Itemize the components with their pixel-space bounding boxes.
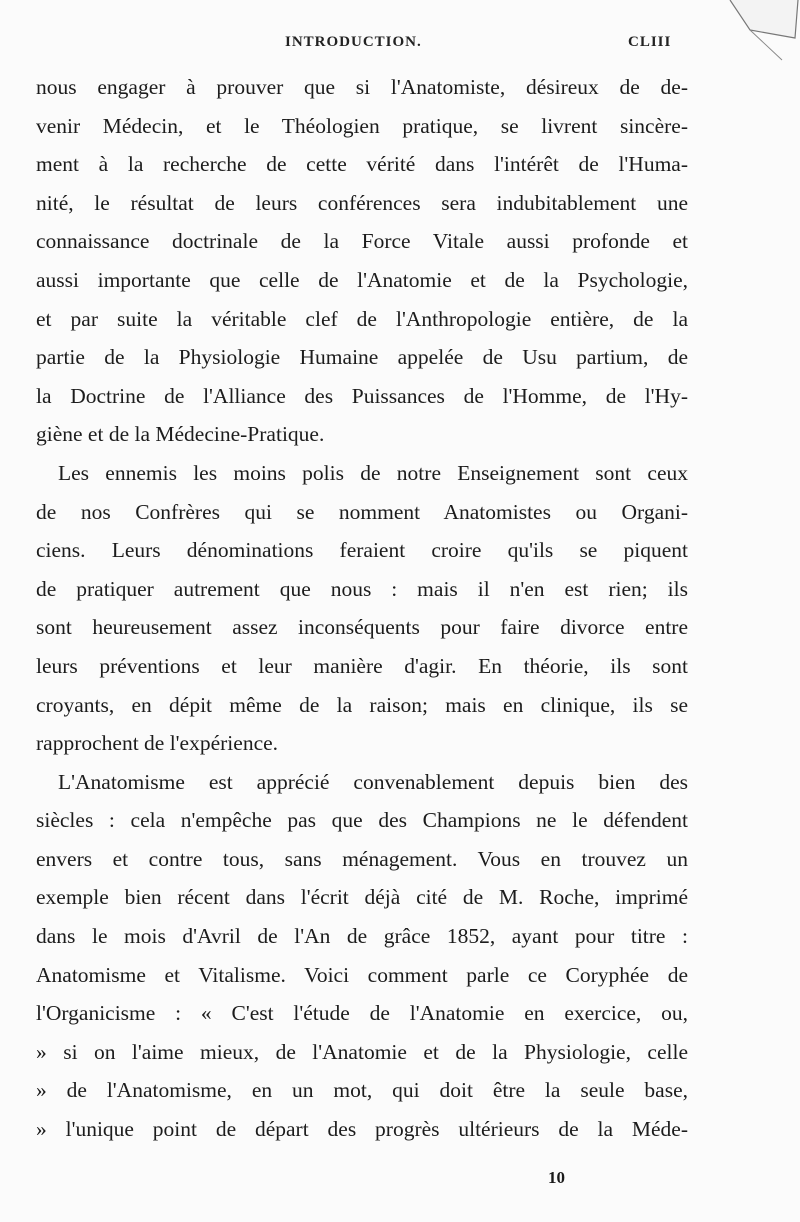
paragraph <box>36 763 688 1149</box>
text-line: siècles : cela n'empêche pas que des Champions ne le défendent <box>36 808 688 833</box>
text-line: leurs préventions et leur manière d'agir. En théorie, ils sont <box>36 653 688 678</box>
text-line: Les ennemis les moins polis de notre Enseignement sont ceux <box>58 460 688 485</box>
text-line: giène et de la Médecine-Pratique. <box>36 422 325 447</box>
text-line: croyants, en dépit même de la raison; mais en clinique, ils se <box>36 692 688 717</box>
paragraph <box>36 68 688 454</box>
text-line: aussi importante que celle de l'Anatomie et de la Psychologie, <box>36 267 688 292</box>
text-line: » l'unique point de départ des progrès ultérieurs de la Méde- <box>36 1117 688 1142</box>
text-line: dans le mois d'Avril de l'An de grâce 1852, ayant pour titre : <box>36 924 688 949</box>
header-title: INTRODUCTION. <box>285 34 422 50</box>
text-line: rapprochent de l'expérience. <box>36 731 279 756</box>
text-line: » si on l'aime mieux, de l'Anatomie et de la Physiologie, celle <box>36 1039 688 1064</box>
text-line: de nos Confrères qui se nomment Anatomistes ou Organi- <box>36 499 688 524</box>
text-line: de pratiquer autrement que nous : mais il n'en est rien; ils <box>36 576 688 601</box>
text-line: connaissance doctrinale de la Force Vitale aussi profonde et <box>36 229 688 254</box>
text-line: nous engager à prouver que si l'Anatomiste, désireux de de- <box>36 75 688 99</box>
text-line: » de l'Anatomisme, en un mot, qui doit être la seule base, <box>36 1078 688 1103</box>
text-line: exemple bien récent dans l'écrit déjà cité de M. Roche, imprimé <box>36 885 688 910</box>
text-line: l'Organicisme : « C'est l'étude de l'Anatomie en exercice, ou, <box>36 1001 688 1026</box>
text-line: sont heureusement assez inconséquents pour faire divorce entre <box>36 615 688 640</box>
text-line: venir Médecin, et le Théologien pratique, se livrent sincère- <box>36 113 688 138</box>
text-line: ciens. Leurs dénominations feraient croire qu'ils se piquent <box>36 538 688 563</box>
text-line: et par suite la véritable clef de l'Anthropologie entière, de la <box>36 306 688 331</box>
text-line: envers et contre tous, sans ménagement. Vous en trouvez un <box>36 846 688 871</box>
text-line: partie de la Physiologie Humaine appelée de Usu partium, de <box>36 345 688 370</box>
text-line: ment à la recherche de cette vérité dans l'intérêt de l'Huma- <box>36 152 688 177</box>
paragraph <box>36 454 688 763</box>
body-text <box>36 68 688 1149</box>
running-header <box>0 30 800 54</box>
text-line: L'Anatomisme est apprécié convenablement depuis bien des <box>58 769 688 794</box>
text-line: la Doctrine de l'Alliance des Puissances de l'Homme, de l'Hy- <box>36 383 688 408</box>
signature-mark: 10 <box>548 1168 565 1187</box>
text-line: Anatomisme et Vitalisme. Voici comment parle ce Coryphée de <box>36 962 688 987</box>
header-page-number: CLIII <box>628 34 672 50</box>
text-line: nité, le résultat de leurs conférences sera indubitablement une <box>36 190 688 215</box>
